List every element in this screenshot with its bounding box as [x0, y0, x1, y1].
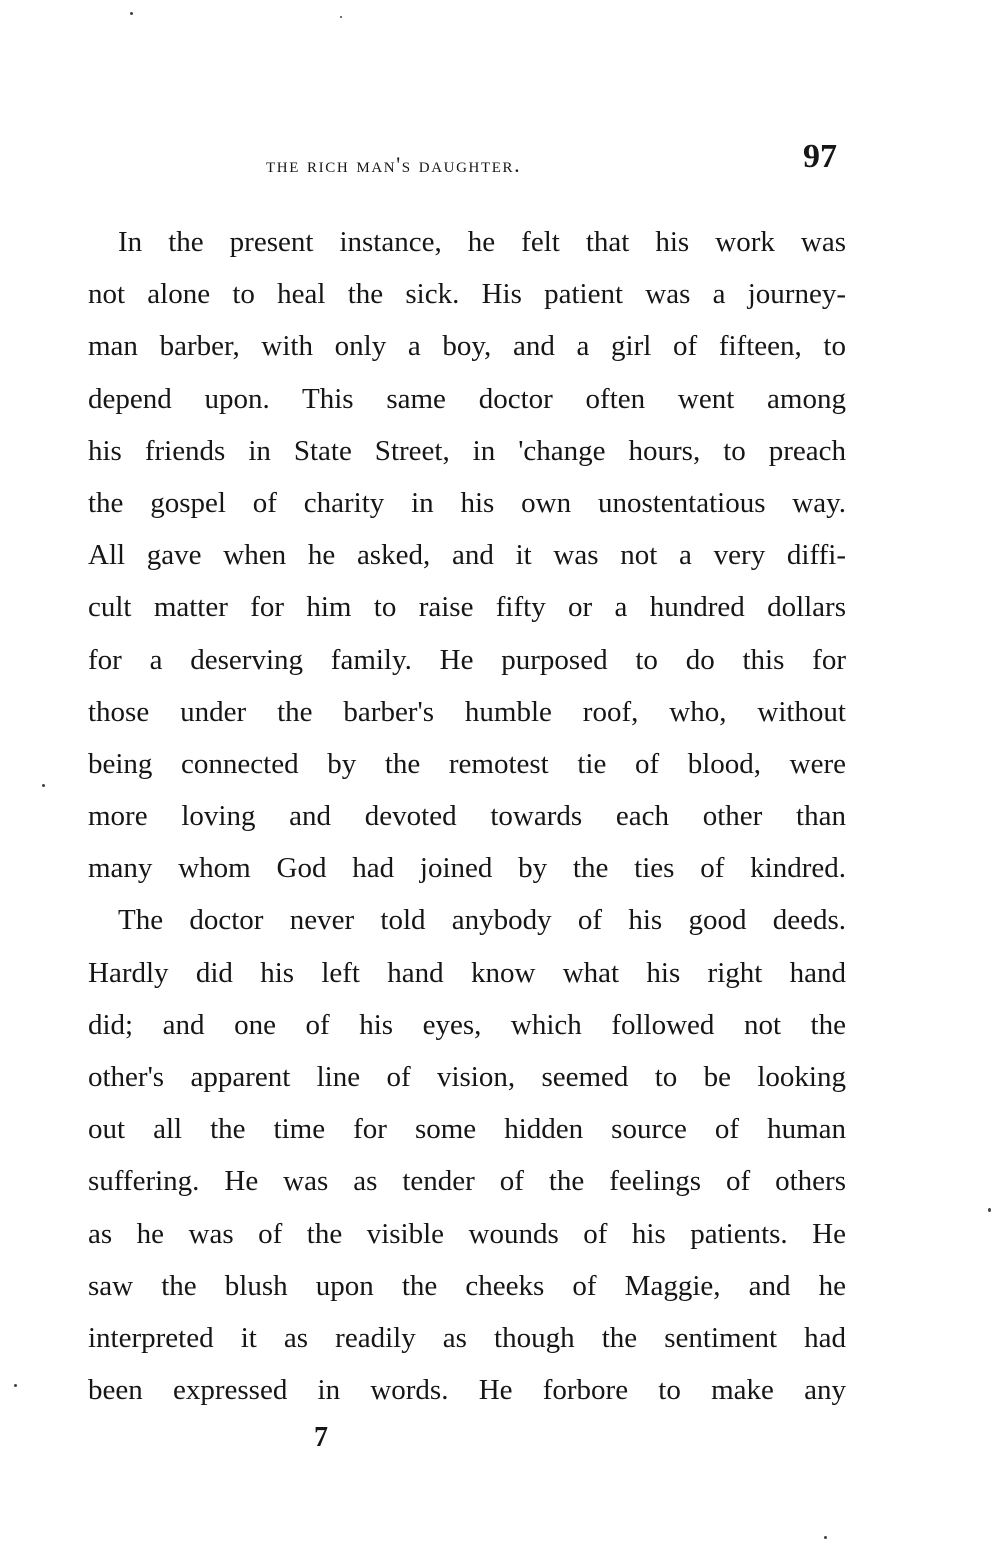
text-line: man barber, with only a boy, and a girl of fifteen, to — [88, 330, 846, 363]
scan-speck — [824, 1536, 827, 1539]
text-line: for a deserving family. He purposed to do this for — [88, 643, 846, 676]
text-line: many whom God had joined by the ties of kindred. — [88, 852, 846, 885]
text-line: been expressed in words. He forbore to make any — [88, 1374, 846, 1407]
text-line: as he was of the visible wounds of his patients. He — [88, 1217, 846, 1250]
body-text — [88, 216, 846, 1416]
scan-speck — [14, 1384, 17, 1387]
page-number: 97 — [803, 138, 837, 175]
text-line: not alone to heal the sick. His patient was a journey- — [88, 278, 846, 311]
text-line: those under the barber's humble roof, who, without — [88, 695, 846, 728]
scan-speck — [988, 1208, 991, 1212]
scan-speck — [130, 12, 133, 15]
text-line: The doctor never told anybody of his good deeds. — [118, 904, 846, 937]
text-line: more loving and devoted towards each other than — [88, 800, 846, 833]
text-line: All gave when he asked, and it was not a very diffi- — [88, 539, 846, 572]
running-title: the rich man's daughter. — [266, 152, 522, 177]
text-line: In the present instance, he felt that his work was — [118, 226, 846, 258]
scan-speck — [42, 784, 45, 787]
text-line: interpreted it as readily as though the sentiment had — [88, 1321, 846, 1354]
text-line: suffering. He was as tender of the feelings of others — [88, 1165, 846, 1198]
text-line: the gospel of charity in his own unostentatious way. — [88, 486, 846, 519]
text-line: his friends in State Street, in 'change hours, to preach — [88, 434, 846, 467]
scan-speck — [340, 16, 342, 18]
text-line: did; and one of his eyes, which followed not the — [88, 1008, 846, 1041]
text-line: saw the blush upon the cheeks of Maggie, and he — [88, 1269, 846, 1302]
text-line: depend upon. This same doctor often went among — [88, 382, 846, 415]
text-line: cult matter for him to raise fifty or a hundred dollars — [88, 591, 846, 624]
text-line: other's apparent line of vision, seemed to be looking — [88, 1061, 846, 1093]
text-line: out all the time for some hidden source of human — [88, 1113, 846, 1146]
text-line: being connected by the remotest tie of blood, were — [88, 747, 846, 780]
signature-mark: 7 — [314, 1422, 328, 1453]
text-line: Hardly did his left hand know what his right hand — [88, 956, 846, 989]
